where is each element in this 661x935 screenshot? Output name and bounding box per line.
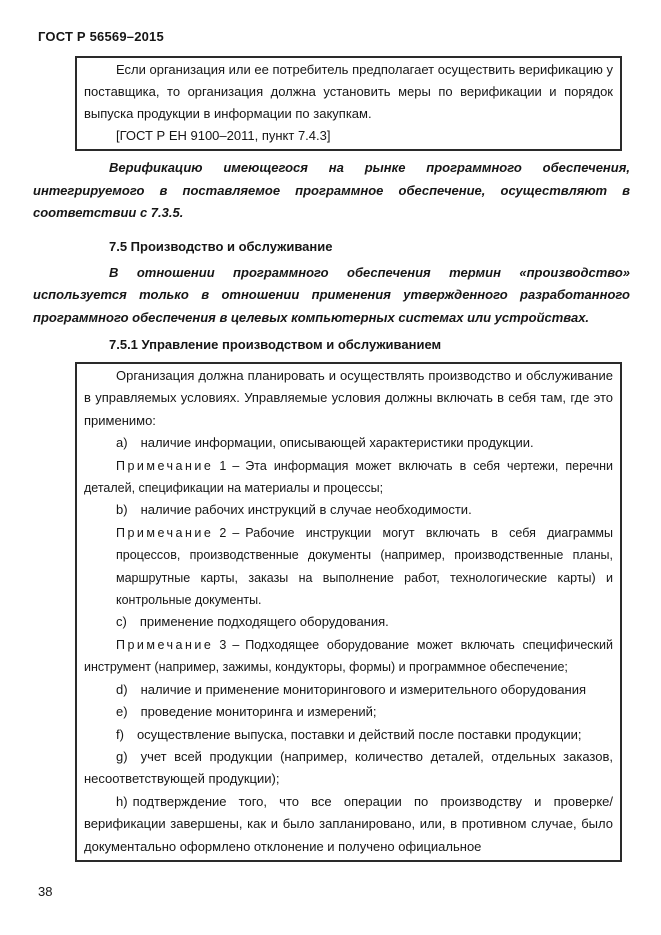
commentary-verification: Верификацию имеющегося на рынке программного обеспечения, интегрируемого в поставляемое программное обеспечение, осуществляют в соответствии с 7.3.5. [33,160,630,220]
note-2 [84,522,613,612]
heading-7-5-1: 7.5.1 Управление производством и обслуживанием [109,337,442,352]
list-item-b [84,499,613,521]
note-1-dash: – [232,458,240,473]
list-item-h-text: подтверждение того, что все операции по производству и проверке/верификации завершены, как и было запланировано, или, в противном случае, было документально оформлено отклонение и получено официальное [84,793,613,854]
list-item-e [84,701,613,723]
note-1-number: 1 [219,458,227,473]
note-1 [84,455,613,500]
note-1-word: Примечание [116,458,214,473]
list-item-c-label: c) [116,614,127,630]
heading-7-5: 7.5 Производство и обслуживание [109,238,333,254]
list-item-b-label: b) [116,502,128,518]
list-item-a [84,432,613,454]
list-item-h [84,791,613,858]
page-number: 38 [38,884,53,899]
quote-control-intro: Организация должна планировать и осуществлять производство и обслуживание в управляемых условиях. Управляемые условия должны включать в себя там, где это применимо: [84,368,613,428]
list-item-f [84,724,613,746]
quote-purchasing-source: [ГОСТ Р ЕН 9100–2011, пункт 7.4.3] [116,128,331,143]
page-content [33,56,630,862]
commentary-production-term: В отношении программного обеспечения термин «производство» используется только в отношении применения утвержденного разработанного программного обеспечения в целевых компьютерных системах или устройствах. [33,264,630,325]
document-title: ГОСТ Р 56569–2015 [38,29,164,44]
note-3-word: Примечание [116,637,214,652]
list-item-g-label: g) [116,748,128,764]
list-item-g-text: учет всей продукции (например, количество деталей, отдельных заказов, несоответствующей продукции); [84,748,613,787]
note-1-text: Эта информация может включать в себя чертежи, перечни деталей, спецификации на материалы и процессы; [84,458,613,496]
note-3-number: 3 [219,637,227,652]
list-item-f-text: осуществление выпуска, поставки и действий после поставки продукции; [136,726,582,742]
list-item-f-label: f) [116,726,124,742]
note-3-dash: – [232,637,240,652]
note-2-number: 2 [219,525,227,540]
note-3 [84,634,613,679]
list-item-d-text: наличие и применение мониторингового и измерительного оборудования [140,681,587,697]
note-2-text: Рабочие инструкции могут включать в себя диаграммы процессов, производственные документы (например, производственные планы, маршрутные карты, заказы на выполнение работ, технологические карты) и контрольные документы. [116,525,613,608]
quote-purchasing-body: Если организация или ее потребитель предполагает осуществить верификацию у поставщика, то организация должна установить меры по верификации и порядок выпуска продукции в информации по закупкам. [84,62,613,121]
list-item-d-label: d) [116,681,128,697]
note-2-dash: – [232,525,240,540]
list-item-a-label: a) [116,435,128,451]
note-3-text: Подходящее оборудование может включать специфический инструмент (например, зажимы, кондукторы, формы) и программное обеспечение; [84,637,613,675]
list-item-a-text: наличие информации, описывающей характеристики продукции. [140,435,534,451]
quote-box-purchasing [75,56,622,151]
list-item-e-label: e) [116,704,128,720]
list-item-g [84,746,613,791]
list-item-c [84,611,613,633]
list-item-c-text: применение подходящего оборудования. [139,614,389,630]
list-item-d [84,679,613,701]
note-2-word: Примечание [116,525,214,540]
quote-box-production-control [75,362,622,862]
list-item-b-text: наличие рабочих инструкций в случае необходимости. [140,502,472,518]
list-item-e-text: проведение мониторинга и измерений; [140,704,377,720]
list-item-h-label: h) [116,793,128,809]
